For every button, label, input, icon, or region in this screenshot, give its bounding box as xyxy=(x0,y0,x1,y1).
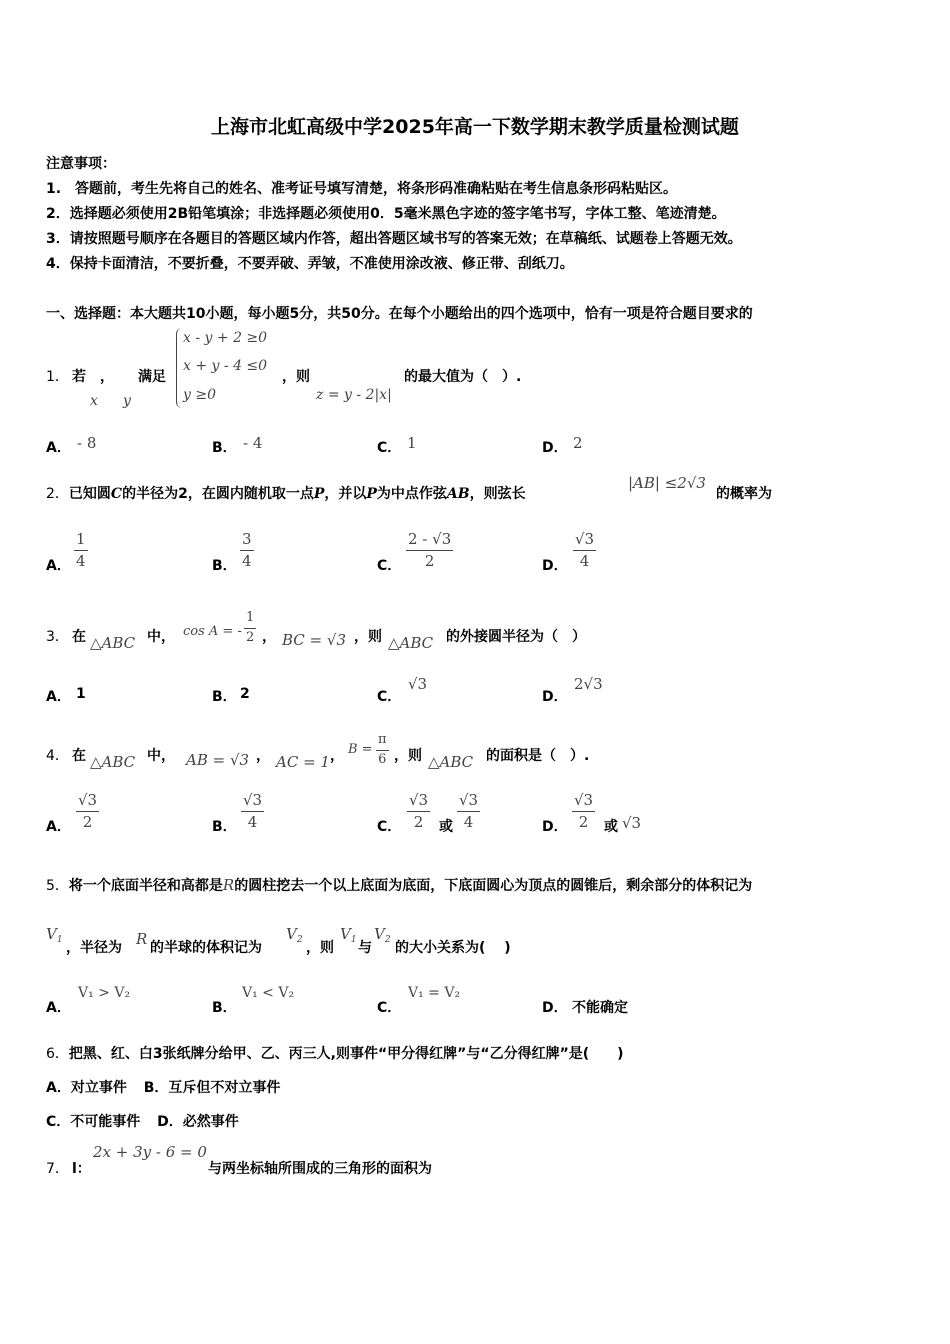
question-text: 中， xyxy=(147,748,175,764)
question-text: 将一个底面半径和高都是 xyxy=(68,878,223,894)
question-text: 与 xyxy=(358,940,372,956)
notice-item-2: 2．选择题必须使用2B铅笔填涂；非选择题必须使用0．5毫米黑色字迹的签字笔书写，字体工整、笔迹清楚。 xyxy=(46,206,726,222)
option-a-label: A． xyxy=(46,819,71,835)
angle-b-fraction xyxy=(376,733,389,768)
question-number: 4． xyxy=(46,748,69,764)
question-text: 的半径为2，在圆内随机取一点 xyxy=(122,486,314,502)
option-b-label: B． xyxy=(212,819,237,835)
denominator: 4 xyxy=(76,552,86,571)
numerator: √3 xyxy=(407,792,430,812)
denominator: 4 xyxy=(247,813,258,832)
question-text: 中， xyxy=(147,629,175,645)
option-b-value: 2 xyxy=(240,686,250,702)
question-6 xyxy=(46,1043,624,1063)
option-b-label: B． xyxy=(212,689,237,705)
option-a-value: 1 xyxy=(76,686,86,702)
question-text: ， xyxy=(100,369,114,385)
question-number: 5． xyxy=(46,878,69,894)
question-text: ，半径为 xyxy=(66,940,122,956)
v-letter: V xyxy=(374,925,385,943)
question-text: ，则 xyxy=(282,369,310,385)
option-d-value: 2 xyxy=(573,434,583,452)
option-b-value: V₁ < V₂ xyxy=(242,985,295,1001)
v-letter: V xyxy=(46,925,57,943)
question-text: 为中点作弦 xyxy=(376,486,447,502)
option-b-fraction xyxy=(240,531,254,571)
chord-condition: |AB| ≤2√3 xyxy=(628,474,706,492)
denominator: 4 xyxy=(463,813,474,832)
var-y: y xyxy=(123,393,131,409)
option-b-fraction xyxy=(241,792,264,832)
question-number: 1． xyxy=(46,369,69,385)
option-d-label: D． xyxy=(542,440,568,456)
var-p: P xyxy=(366,486,377,502)
question-text: 的圆柱挖去一个以上底面为底面，下底面圆心为顶点的圆锥后，剩余部分的体积记为 xyxy=(234,878,753,894)
triangle-abc: △ABC xyxy=(388,634,434,652)
option-b-label: B． xyxy=(212,1000,237,1016)
question-text: 的大小关系为( ) xyxy=(395,940,511,956)
question-text: 把黑、红、白3张纸牌分给甲、乙、丙三人,则事件“甲分得红牌”与“乙分得红牌”是( ) xyxy=(68,1046,624,1062)
option-d-label: D． xyxy=(157,1114,183,1130)
denominator: 6 xyxy=(378,751,387,767)
page-title: 上海市北虹高级中学2025年高一下数学期末教学质量检测试题 xyxy=(211,116,739,138)
options-row-1 xyxy=(46,1077,280,1097)
cos-a-fraction xyxy=(244,611,256,646)
option-d-value: 必然事件 xyxy=(182,1114,239,1130)
numerator: √3 xyxy=(76,792,99,812)
option-c-value: √3 xyxy=(408,675,428,693)
option-c-fraction-1 xyxy=(407,792,430,832)
option-b-label: B． xyxy=(212,440,237,456)
numerator: √3 xyxy=(457,792,480,812)
numerator: 3 xyxy=(240,531,254,551)
option-d-label: D． xyxy=(542,689,568,705)
or-text: 或 xyxy=(604,819,618,835)
denominator: 2 xyxy=(578,813,589,832)
question-text: 的面积是（ ）. xyxy=(486,748,590,764)
option-d-label: D． xyxy=(542,1000,568,1016)
inequality-3: y ≥0 xyxy=(183,387,216,403)
section-heading: 一、选择题：本大题共10小题，每小题5分，共50分。在每个小题给出的四个选项中，恰有一项是符合题目要求的 xyxy=(46,306,753,322)
v-letter: V xyxy=(286,925,297,943)
or-text: 或 xyxy=(439,819,453,835)
option-a-fraction xyxy=(76,792,99,832)
question-text: 若 xyxy=(72,369,86,385)
question-5-line-1 xyxy=(46,875,752,895)
subscript: 1 xyxy=(350,935,357,945)
subscript: 2 xyxy=(384,935,391,945)
var-v2 xyxy=(374,925,391,945)
option-d-label: D． xyxy=(542,819,568,835)
option-a-label: A． xyxy=(46,689,71,705)
question-text: 的半球的体积记为 xyxy=(150,940,262,956)
cos-a: cos A = - xyxy=(183,624,242,639)
option-c-fraction-2 xyxy=(457,792,480,832)
question-text: 满足 xyxy=(138,369,166,385)
var-r: R xyxy=(222,876,235,894)
side-ab: AB = √3 xyxy=(186,751,250,769)
side-ac: AC = 1 xyxy=(276,753,330,771)
option-a-value: V₁ > V₂ xyxy=(78,985,131,1001)
question-text: 在 xyxy=(72,748,86,764)
question-text: ， xyxy=(256,748,270,764)
var-x: x xyxy=(90,393,98,409)
denominator: 4 xyxy=(579,552,590,571)
option-d-label: D． xyxy=(542,558,568,574)
option-c-label: C． xyxy=(377,558,402,574)
angle-b: B = xyxy=(348,742,373,757)
option-c-fraction xyxy=(406,531,453,571)
option-a-label: A． xyxy=(46,440,71,456)
denominator: 2 xyxy=(246,629,255,645)
numerator: √3 xyxy=(241,792,264,812)
notice-item-3: 3．请按照题号顺序在各题目的答题区域内作答，超出答题区域书写的答案无效；在草稿纸、试题卷上答题无效。 xyxy=(46,231,742,247)
option-d-value: 不能确定 xyxy=(572,1000,628,1016)
question-text: 的概率为 xyxy=(716,486,772,502)
numerator: π xyxy=(376,733,389,751)
numerator: 1 xyxy=(244,611,256,629)
option-c-value: 不可能事件 xyxy=(70,1114,141,1130)
option-b-label: B． xyxy=(143,1080,169,1096)
var-v1 xyxy=(46,925,63,945)
question-text: 的最大值为（ ）. xyxy=(404,369,522,385)
option-d-fraction xyxy=(572,792,595,832)
option-b-value: - 4 xyxy=(243,434,263,452)
denominator: 2 xyxy=(424,552,435,571)
option-b-value: 互斥但不对立事件 xyxy=(168,1080,281,1096)
question-text: ， xyxy=(262,629,276,645)
option-a-value: - 8 xyxy=(77,434,97,452)
denominator: 2 xyxy=(413,813,424,832)
denominator: 2 xyxy=(82,813,93,832)
question-text: ， xyxy=(330,748,344,764)
objective-expression: z = y - 2|x| xyxy=(316,387,392,403)
question-text: 已知圆 xyxy=(68,486,111,502)
v-letter: V xyxy=(340,925,351,943)
option-d-value-2: √3 xyxy=(622,814,642,832)
option-c-label: C． xyxy=(377,819,402,835)
question-number: 6． xyxy=(46,1046,69,1062)
option-c-label: C． xyxy=(46,1114,71,1130)
question-text: ，并以 xyxy=(324,486,367,502)
var-v1 xyxy=(340,925,357,945)
option-d-value: 2√3 xyxy=(574,675,603,693)
options-row-2 xyxy=(46,1111,239,1131)
line-label: l： xyxy=(72,1161,91,1177)
triangle-abc: △ABC xyxy=(428,753,474,771)
option-c-label: C． xyxy=(377,440,402,456)
triangle-abc: △ABC xyxy=(90,753,136,771)
option-a-label: A． xyxy=(46,1000,71,1016)
notice-heading: 注意事项： xyxy=(46,156,116,172)
numerator: 1 xyxy=(74,531,88,551)
option-c-value: 1 xyxy=(407,434,417,452)
numerator: √3 xyxy=(572,792,595,812)
option-a-fraction xyxy=(74,531,88,571)
notice-item-4: 4．保持卡面清洁，不要折叠，不要弄破、弄皱，不准使用涂改液、修正带、刮纸刀。 xyxy=(46,256,574,272)
line-equation: 2x + 3y - 6 = 0 xyxy=(93,1143,207,1161)
var-r: R xyxy=(136,930,148,948)
option-a-label: A． xyxy=(46,1080,71,1096)
option-d-fraction xyxy=(573,531,596,571)
triangle-abc: △ABC xyxy=(90,634,136,652)
question-text: 与两坐标轴所围成的三角形的面积为 xyxy=(208,1161,432,1177)
denominator: 4 xyxy=(242,552,252,571)
question-text: ，则弦长 xyxy=(469,486,526,502)
inequality-2: x + y - 4 ≤0 xyxy=(183,358,268,374)
var-p: P xyxy=(313,486,325,502)
var-ab: AB xyxy=(446,486,470,502)
inequality-1: x - y + 2 ≥0 xyxy=(183,330,268,346)
question-number: 7． xyxy=(46,1161,69,1177)
question-text: ，则 xyxy=(394,748,422,764)
subscript: 1 xyxy=(56,935,63,945)
question-text: ，则 xyxy=(354,629,382,645)
var-v2 xyxy=(286,925,303,945)
option-b-label: B． xyxy=(212,558,237,574)
question-number: 3． xyxy=(46,629,69,645)
side-bc: BC = √3 xyxy=(282,631,346,649)
subscript: 2 xyxy=(296,935,303,945)
option-c-value: V₁ = V₂ xyxy=(408,985,461,1001)
option-c-label: C． xyxy=(377,689,402,705)
question-text: 的外接圆半径为（ ） xyxy=(446,629,586,645)
option-a-label: A． xyxy=(46,558,71,574)
question-2 xyxy=(46,483,526,503)
var-c: C xyxy=(110,486,123,502)
question-text: ，则 xyxy=(306,940,334,956)
notice-item-1: 1. 答题前，考生先将自己的姓名、准考证号填写清楚，将条形码准确粘贴在考生信息条形码粘贴区。 xyxy=(46,181,678,197)
numerator: √3 xyxy=(573,531,596,551)
question-number: 2． xyxy=(46,486,69,502)
numerator: 2 - √3 xyxy=(406,531,453,551)
option-a-value: 对立事件 xyxy=(70,1080,127,1096)
option-c-label: C． xyxy=(377,1000,402,1016)
question-text: 在 xyxy=(72,629,86,645)
